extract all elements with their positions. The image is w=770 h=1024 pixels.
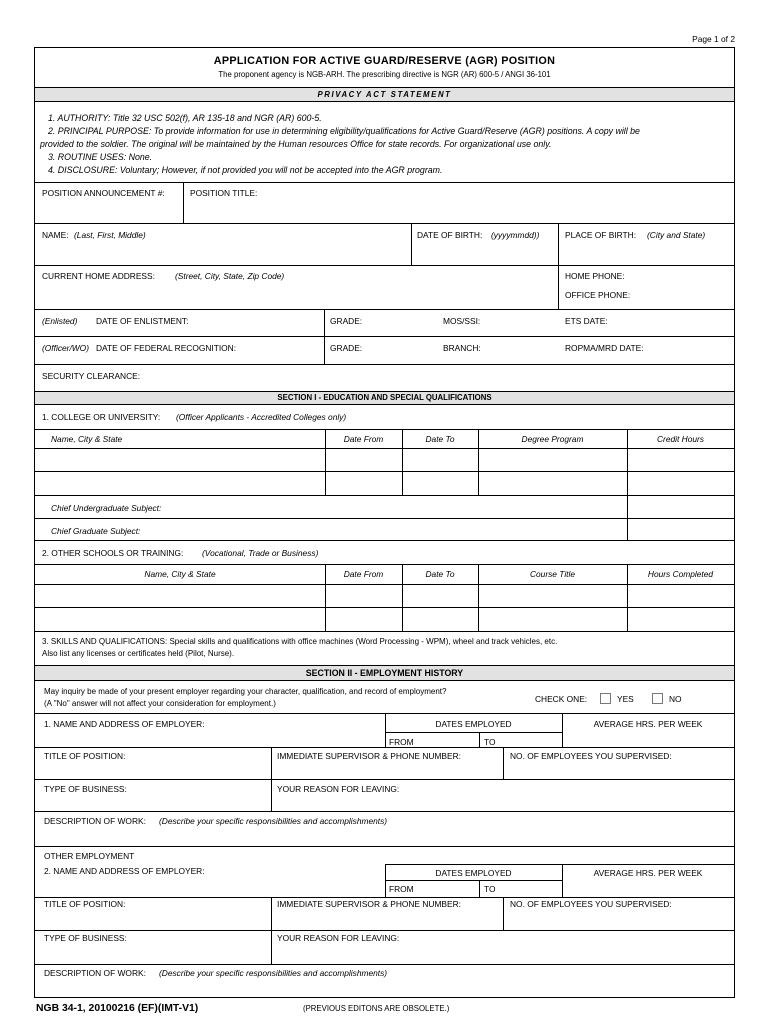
agr-application-form bbox=[34, 47, 735, 998]
inquiry-question: May inquiry be made of your present employer regarding your character, qualification, and record of employment? bbox=[44, 687, 447, 696]
divider bbox=[35, 564, 734, 565]
employer-2-to-label: TO bbox=[484, 884, 496, 894]
divider bbox=[35, 495, 734, 496]
employer-1-description-hint: (Describe your specific responsibilities and accomplishments) bbox=[159, 816, 388, 826]
employer-2-dates-employed: DATES EMPLOYED bbox=[435, 868, 512, 878]
employer-2-description-hint: (Describe your specific responsibilities and accomplishments) bbox=[159, 968, 388, 978]
position-announcement-label: POSITION ANNOUNCEMENT #: bbox=[42, 188, 165, 198]
college-row-2[interactable] bbox=[35, 472, 734, 495]
home-address-field[interactable] bbox=[35, 282, 558, 308]
ropma-label: ROPMA/MRD DATE: bbox=[565, 343, 644, 353]
employer-1-description-label: DESCRIPTION OF WORK: bbox=[44, 816, 146, 826]
ropma-field[interactable] bbox=[649, 339, 733, 359]
yes-label: YES bbox=[617, 694, 634, 704]
employer-1-business-field[interactable] bbox=[35, 795, 271, 810]
home-phone-label: HOME PHONE: bbox=[565, 271, 625, 281]
employer-1-avg-hrs-field[interactable] bbox=[563, 730, 734, 746]
office-phone-field[interactable] bbox=[637, 288, 732, 304]
college-col-degree: Degree Program bbox=[521, 434, 584, 444]
employer-1-title-field[interactable] bbox=[35, 762, 271, 778]
divider bbox=[35, 897, 734, 898]
college-row-1[interactable] bbox=[35, 449, 734, 471]
privacy-purpose: 2. PRINCIPAL PURPOSE: To provide information for use in determining eligibility/qualifications for Active Guard/Reserve (AGR) positions. A copy will be bbox=[48, 126, 640, 136]
check-one-label: CHECK ONE: bbox=[535, 694, 588, 704]
name-field[interactable] bbox=[35, 242, 411, 264]
fed-recognition-field[interactable] bbox=[247, 339, 323, 359]
chief-undergrad-label: Chief Undergraduate Subject: bbox=[51, 503, 162, 513]
page-number: Page 1 of 2 bbox=[692, 34, 735, 44]
dob-field[interactable] bbox=[412, 242, 558, 264]
position-announcement-field[interactable] bbox=[35, 198, 183, 222]
college-label: 1. COLLEGE OR UNIVERSITY: bbox=[42, 412, 161, 422]
employer-2-avg-hrs-field[interactable] bbox=[563, 879, 734, 896]
employer-2-avg-hrs: AVERAGE HRS. PER WEEK bbox=[593, 868, 703, 878]
privacy-disclosure: 4. DISCLOSURE: Voluntary; However, if not provided you will not be accepted into the AGR program. bbox=[48, 165, 443, 175]
dob-hint: (yyyymmdd)) bbox=[491, 230, 540, 240]
college-hint: (Officer Applicants - Accredited Colleges only) bbox=[176, 412, 347, 422]
other-schools-hint: (Vocational, Trade or Business) bbox=[202, 548, 319, 558]
employer-1-from-field[interactable] bbox=[415, 733, 478, 746]
chief-undergrad-field[interactable] bbox=[175, 497, 625, 517]
date-enlistment-field[interactable] bbox=[195, 312, 323, 332]
security-clearance-label: SECURITY CLEARANCE: bbox=[42, 371, 141, 381]
employer-2-name-field[interactable] bbox=[35, 878, 385, 896]
home-address-label: CURRENT HOME ADDRESS: bbox=[42, 271, 155, 281]
mos-ssi-label: MOS/SSI: bbox=[443, 316, 481, 326]
college-col-date-from: Date From bbox=[343, 434, 384, 444]
employer-2-num-employees-label: NO. OF EMPLOYEES YOU SUPERVISED: bbox=[510, 899, 672, 909]
divider bbox=[35, 930, 734, 931]
dob-label: DATE OF BIRTH: bbox=[417, 230, 483, 240]
other-schools-label: 2. OTHER SCHOOLS OR TRAINING: bbox=[42, 548, 184, 558]
employer-1-supervisor-label: IMMEDIATE SUPERVISOR & PHONE NUMBER: bbox=[277, 751, 461, 761]
employer-1-num-employees-field[interactable] bbox=[504, 762, 734, 778]
chief-grad-field[interactable] bbox=[155, 520, 625, 539]
chief-grad-label: Chief Graduate Subject: bbox=[51, 526, 141, 536]
college-col-name: Name, City & State bbox=[51, 434, 123, 444]
branch-field[interactable] bbox=[487, 339, 561, 359]
skills-label: 3. SKILLS AND QUALIFICATIONS: Special skills and qualifications with office machines (Word Processing - WPM), wheel and track vehicles, etc. bbox=[42, 637, 558, 646]
other-col-date-from: Date From bbox=[343, 569, 384, 579]
pob-field[interactable] bbox=[559, 242, 734, 264]
pob-label: PLACE OF BIRTH: bbox=[565, 230, 637, 240]
other-school-row-1[interactable] bbox=[35, 585, 734, 607]
privacy-authority: 1. AUTHORITY: Title 32 USC 502(f), AR 135-18 and NGR (AR) 600-5. bbox=[48, 113, 322, 123]
privacy-purpose-cont: provided to the soldier. The original will be maintained by the Human resources Office for state records. For organizational use only. bbox=[40, 139, 552, 149]
branch-label: BRANCH: bbox=[443, 343, 481, 353]
employer-2-label: 2. NAME AND ADDRESS OF EMPLOYER: bbox=[44, 866, 205, 876]
employer-2-reason-field[interactable] bbox=[272, 944, 734, 963]
divider bbox=[35, 964, 734, 965]
employer-1-supervisor-field[interactable] bbox=[272, 762, 503, 778]
officer-hint: (Officer/WO) bbox=[42, 343, 89, 353]
section-1-title: SECTION I - EDUCATION AND SPECIAL QUALIFICATIONS bbox=[277, 393, 492, 402]
enlisted-grade-field[interactable] bbox=[367, 312, 439, 332]
employer-1-description-field[interactable] bbox=[35, 827, 734, 845]
no-checkbox[interactable] bbox=[652, 693, 663, 704]
fed-recognition-label: DATE OF FEDERAL RECOGNITION: bbox=[96, 343, 237, 353]
officer-grade-field[interactable] bbox=[367, 339, 439, 359]
pob-hint: (City and State) bbox=[647, 230, 706, 240]
name-hint: (Last, First, Middle) bbox=[74, 230, 146, 240]
home-phone-field[interactable] bbox=[632, 269, 732, 285]
other-school-row-2[interactable] bbox=[35, 608, 734, 631]
home-address-hint: (Street, City, State, Zip Code) bbox=[175, 271, 285, 281]
inquiry-note: (A "No" answer will not affect your consideration for employment.) bbox=[44, 699, 276, 708]
form-number: NGB 34-1, 20100216 (EF)(IMT-V1) bbox=[36, 1003, 199, 1014]
college-col-credit-hours: Credit Hours bbox=[656, 434, 704, 444]
obsolete-notice: (PREVIOUS EDITONS ARE OBSOLETE.) bbox=[303, 1004, 450, 1013]
divider bbox=[35, 846, 734, 847]
college-col-date-to: Date To bbox=[425, 434, 455, 444]
employer-2-supervisor-label: IMMEDIATE SUPERVISOR & PHONE NUMBER: bbox=[277, 899, 461, 909]
employer-1-business-label: TYPE OF BUSINESS: bbox=[44, 784, 127, 794]
employer-1-name-field[interactable] bbox=[35, 730, 385, 746]
privacy-act-title: PRIVACY ACT STATEMENT bbox=[317, 90, 452, 99]
employer-1-dates-employed: DATES EMPLOYED bbox=[435, 719, 512, 729]
divider bbox=[35, 811, 734, 812]
other-col-hours: Hours Completed bbox=[647, 569, 714, 579]
employer-1-label: 1. NAME AND ADDRESS OF EMPLOYER: bbox=[44, 719, 205, 729]
divider bbox=[385, 864, 734, 865]
divider bbox=[35, 779, 734, 780]
no-label: NO bbox=[669, 694, 682, 704]
divider bbox=[35, 223, 734, 224]
divider bbox=[35, 540, 734, 541]
mos-ssi-field[interactable] bbox=[485, 312, 561, 332]
employer-1-from-label: FROM bbox=[389, 737, 414, 747]
employer-1-reason-field[interactable] bbox=[272, 795, 734, 810]
officer-grade-label: GRADE: bbox=[330, 343, 363, 353]
ets-date-label: ETS DATE: bbox=[565, 316, 608, 326]
employer-1-reason-label: YOUR REASON FOR LEAVING: bbox=[277, 784, 400, 794]
employer-1-to-field[interactable] bbox=[497, 733, 561, 746]
form-subtitle: The proponent agency is NGB-ARH. The prescribing directive is NGR (AR) 600-5 / ANGI 36-101 bbox=[218, 70, 551, 79]
divider bbox=[35, 364, 734, 365]
employer-1-num-employees-label: NO. OF EMPLOYEES YOU SUPERVISED: bbox=[510, 751, 672, 761]
section-2-title: SECTION II - EMPLOYMENT HISTORY bbox=[305, 668, 464, 678]
divider bbox=[35, 309, 734, 310]
date-enlistment-label: DATE OF ENLISTMENT: bbox=[96, 316, 189, 326]
employer-1-to-label: TO bbox=[484, 737, 496, 747]
divider bbox=[35, 265, 734, 266]
other-col-course-title: Course Title bbox=[529, 569, 576, 579]
other-employment-label: OTHER EMPLOYMENT bbox=[44, 851, 135, 861]
name-label: NAME: bbox=[42, 230, 69, 240]
security-clearance-field[interactable] bbox=[150, 367, 730, 387]
employer-2-num-employees-field[interactable] bbox=[504, 910, 734, 929]
employer-1-title-label: TITLE OF POSITION: bbox=[44, 751, 126, 761]
divider bbox=[35, 747, 734, 748]
employer-2-to-field[interactable] bbox=[497, 881, 561, 896]
office-phone-label: OFFICE PHONE: bbox=[565, 290, 631, 300]
employer-1-avg-hrs: AVERAGE HRS. PER WEEK bbox=[593, 719, 703, 729]
divider bbox=[479, 732, 480, 747]
enlisted-hint: (Enlisted) bbox=[42, 316, 78, 326]
employer-2-from-field[interactable] bbox=[415, 881, 478, 896]
employer-2-supervisor-field[interactable] bbox=[272, 910, 503, 929]
position-title-field[interactable] bbox=[184, 198, 734, 222]
skills-label-cont: Also list any licenses or certificates held (Pilot, Nurse). bbox=[42, 649, 235, 658]
privacy-routine-uses: 3. ROUTINE USES: None. bbox=[48, 152, 153, 162]
enlisted-grade-label: GRADE: bbox=[330, 316, 363, 326]
divider bbox=[558, 265, 559, 309]
employer-2-description-field[interactable] bbox=[35, 979, 734, 996]
employer-2-from-label: FROM bbox=[389, 884, 414, 894]
position-title-label: POSITION TITLE: bbox=[190, 188, 258, 198]
divider bbox=[35, 631, 734, 632]
employer-2-business-field[interactable] bbox=[35, 944, 271, 963]
skills-field[interactable] bbox=[275, 648, 730, 660]
form-title: APPLICATION FOR ACTIVE GUARD/RESERVE (AGR) POSITION bbox=[213, 55, 556, 67]
divider bbox=[35, 336, 734, 337]
divider bbox=[35, 429, 734, 430]
ets-date-field[interactable] bbox=[613, 312, 733, 332]
employer-2-description-label: DESCRIPTION OF WORK: bbox=[44, 968, 146, 978]
other-col-name: Name, City & State bbox=[144, 569, 216, 579]
employer-2-business-label: TYPE OF BUSINESS: bbox=[44, 933, 127, 943]
other-col-date-to: Date To bbox=[425, 569, 455, 579]
divider bbox=[35, 182, 734, 183]
yes-checkbox[interactable] bbox=[600, 693, 611, 704]
divider bbox=[35, 518, 734, 519]
employer-2-title-field[interactable] bbox=[35, 910, 271, 929]
employer-2-title-label: TITLE OF POSITION: bbox=[44, 899, 126, 909]
divider bbox=[479, 880, 480, 897]
employer-2-reason-label: YOUR REASON FOR LEAVING: bbox=[277, 933, 400, 943]
